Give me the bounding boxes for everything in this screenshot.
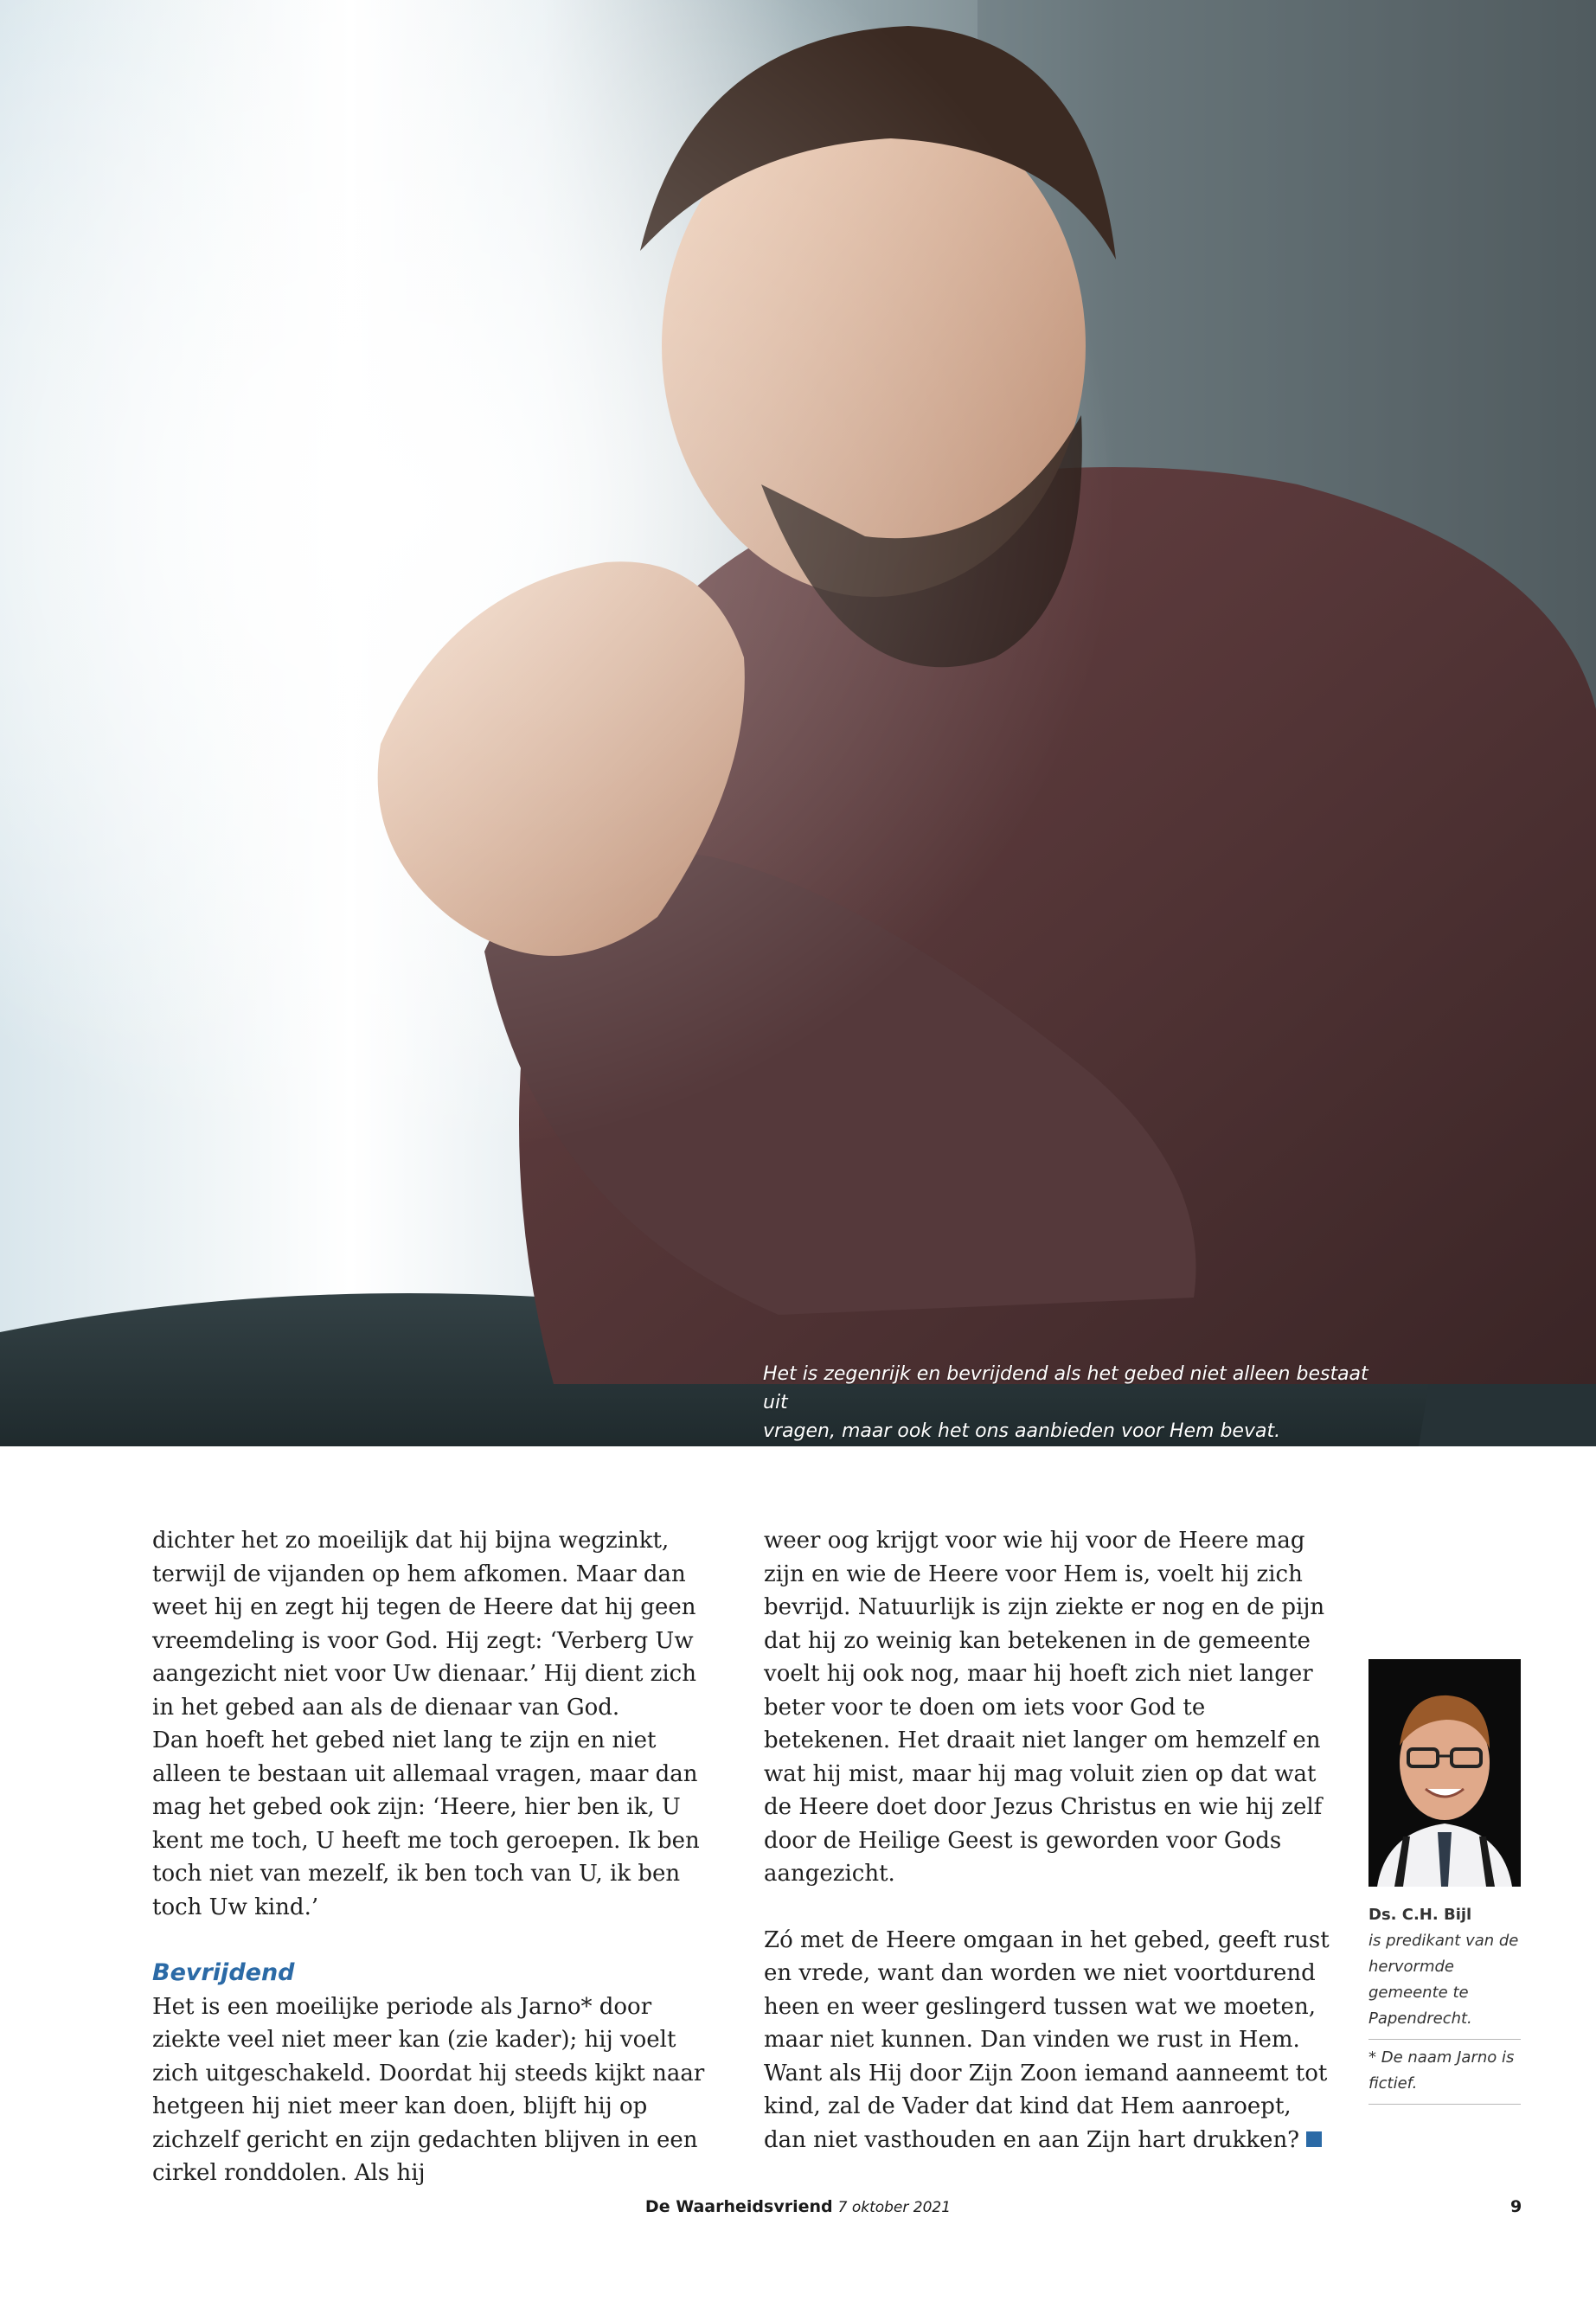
divider (1368, 2039, 1521, 2040)
page-footer (0, 2197, 1596, 2216)
caption-line-2: vragen, maar ook het ons aanbieden voor Hem bevat. (763, 1420, 1281, 1442)
paragraph: dichter het zo moeilijk dat hij bijna wegzinkt, terwijl de vijanden op hem afkomen. Maar dan weet hij en zegt hij tegen de Heere dat hij geen vreemdeling is voor God. Hij zegt: ‘Verberg Uw aangezicht niet voor Uw dienaar.’ Hij dient zich in het gebed aan als de dienaar van God. (152, 1528, 696, 1721)
paragraph-closing (764, 1924, 1335, 2157)
author-info-box (1368, 1902, 1521, 2110)
end-mark-square-icon (1306, 2131, 1322, 2147)
magazine-name: De Waarheidsvriend (644, 2197, 833, 2216)
photo-caption (763, 1360, 1368, 1445)
author-portrait-illustration (1368, 1659, 1521, 1887)
paragraph: weer oog krijgt voor wie hij voor de Heere mag zijn en wie de Heere voor Hem is, voelt hij zich bevrijd. Natuurlijk is zijn ziekte er nog en de pijn dat hij zo weinig kan betekenen in de gemeente voelt hij ook nog, maar hij hoeft zich niet langer beter voor te doen om iets voor God te betekenen. Het draait niet langer om hemzelf en wat hij mist, maar hij mag voluit zien op dat wat de Heere doet door Jezus Christus en wie hij zelf door de Heilige Geest is geworden voor Gods aangezicht. (764, 1528, 1325, 1887)
author-portrait (1368, 1659, 1521, 1887)
author-bio: is predikant van de hervormde gemeente te Papendrecht. (1368, 1932, 1519, 2028)
closing-text: Zó met de Heere omgaan in het gebed, geeft rust en vrede, want dan worden we niet voortdurend heen en weer geslingerd tussen wat we moeten, maar niet kunnen. Dan vinden we rust in Hem. Want als Hij door Zijn Zoon iemand aanneemt tot kind, zal de Vader dat kind dat Hem aanroept, dan niet vasthouden en aan Zijn hart drukken? (764, 1926, 1330, 2153)
divider (1368, 2104, 1521, 2105)
paragraph: Dan hoeft het gebed niet lang te zijn en niet alleen te bestaan uit allemaal vragen, maar dan mag het gebed ook zijn: ‘Heere, hier ben ik, U kent me toch, U heeft me toch geroepen. Ik ben toch niet van mezelf, ik ben toch van U, ik ben toch Uw kind.’ (152, 1727, 700, 1920)
caption-line-1: Het is zegenrijk en bevrijdend als het gebed niet alleen bestaat uit (763, 1363, 1368, 1413)
paragraph-gap (764, 1891, 1335, 1924)
paragraph-gap (152, 1924, 723, 1957)
paragraph: Het is een moeilijke periode als Jarno* door ziekte veel niet meer kan (zie kader); hij voelt zich uitgeschakeld. Doordat hij steeds kijkt naar hetgeen hij niet meer kan doen, blijft hij op zichzelf gericht en zijn gedachten blijven in een cirkel ronddolen. Als hij (152, 1993, 705, 2186)
section-subheading: Bevrijdend (152, 1959, 295, 1986)
text-column-left (152, 1524, 723, 2190)
issue-date: 7 oktober 2021 (837, 2199, 952, 2216)
author-name: Ds. C.H. Bijl (1368, 1906, 1472, 1924)
text-column-right (764, 1524, 1335, 2157)
page-number: 9 (1510, 2197, 1522, 2216)
name-note: * De naam Jarno is fictief. (1368, 2048, 1515, 2093)
